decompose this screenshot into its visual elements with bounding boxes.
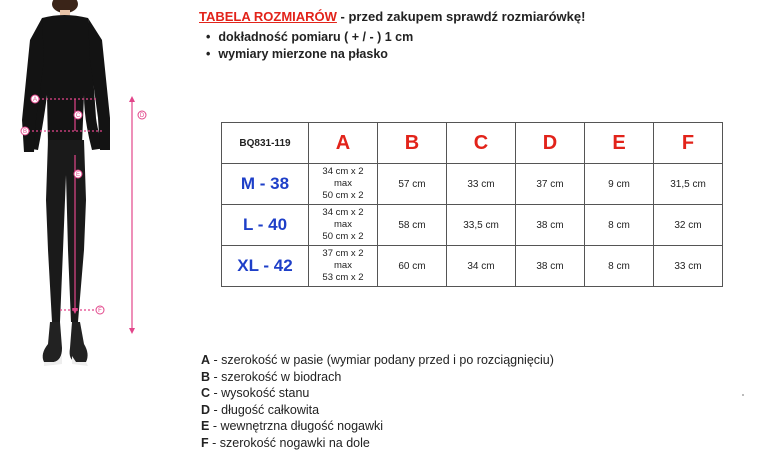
cell-a-line: 50 cm x 2	[322, 190, 364, 201]
legend-text: - wewnętrzna długość nogawki	[209, 419, 384, 433]
column-f: F	[654, 123, 723, 164]
size-table	[221, 122, 723, 287]
arrow-d-top	[129, 96, 135, 102]
legend-text: - szerokość w biodrach	[210, 369, 342, 384]
measurement-notes	[206, 29, 413, 63]
legend-item	[201, 352, 554, 369]
marker-e-label: E	[75, 172, 81, 178]
cell-a-line: max	[334, 260, 352, 271]
legend-text: - szerokość nogawki na dole	[208, 435, 370, 450]
marker-a-label: A	[32, 97, 38, 103]
model-figure	[14, 0, 154, 372]
column-c: C	[447, 123, 516, 164]
model-leggings	[46, 140, 86, 322]
legend-item	[201, 369, 554, 386]
cell-a-line: max	[334, 178, 352, 189]
cell-c: 34 cm	[447, 246, 516, 287]
cell-f: 32 cm	[654, 205, 723, 246]
cell-a-line: 50 cm x 2	[322, 231, 364, 242]
cell-a-line: 37 cm x 2	[322, 248, 364, 259]
size-label-m38: M - 38	[222, 164, 309, 205]
legend-key: A	[201, 353, 211, 367]
column-b: B	[378, 123, 447, 164]
legend-item	[201, 385, 554, 402]
table-row	[222, 246, 723, 287]
column-d: D	[516, 123, 585, 164]
size-chart-title: TABELA ROZMIARÓW	[199, 9, 337, 24]
size-chart-heading	[199, 9, 585, 24]
legend-item	[201, 435, 554, 452]
column-e: E	[585, 123, 654, 164]
size-chart-subtitle: - przed zakupem sprawdź rozmiarówkę!	[340, 9, 586, 24]
cell-c: 33,5 cm	[447, 205, 516, 246]
cell-e: 9 cm	[585, 164, 654, 205]
cell-d: 38 cm	[516, 205, 585, 246]
cell-a-line: 34 cm x 2	[322, 166, 364, 177]
table-row	[222, 164, 723, 205]
cell-a-line: 34 cm x 2	[322, 207, 364, 218]
note-flat-measure: • wymiary mierzone na płasko	[206, 46, 413, 63]
note-accuracy: • dokładność pomiaru ( + / - ) 1 cm	[206, 29, 413, 46]
cell-d: 38 cm	[516, 246, 585, 287]
table-header-row	[222, 123, 723, 164]
cell-a-line: 53 cm x 2	[322, 272, 364, 283]
model-left-sneaker	[43, 322, 62, 362]
cell-e: 8 cm	[585, 205, 654, 246]
cell-a	[309, 205, 378, 246]
cell-a-line: max	[334, 219, 352, 230]
table-row	[222, 205, 723, 246]
legend-key: F	[201, 435, 209, 450]
cell-b: 60 cm	[378, 246, 447, 287]
marker-d-label: D	[139, 113, 145, 119]
legend-text: - długość całkowita	[210, 402, 320, 417]
marker-c-label: C	[75, 113, 81, 119]
legend-key: D	[201, 402, 211, 417]
legend-item	[201, 418, 554, 435]
cell-f: 31,5 cm	[654, 164, 723, 205]
cell-e: 8 cm	[585, 246, 654, 287]
marker-b-label: B	[22, 129, 28, 135]
legend-key: C	[201, 386, 211, 400]
legend-text: - wysokość stanu	[210, 386, 310, 400]
arrow-d-bottom	[129, 328, 135, 334]
legend-text: - szerokość w pasie (wymiar podany przed i po rozciągnięciu)	[210, 353, 554, 367]
size-label-xl42: XL - 42	[222, 246, 309, 287]
column-a: A	[309, 123, 378, 164]
product-code: BQ831-119	[222, 123, 309, 164]
marker-f-label: F	[98, 308, 102, 314]
cell-b: 58 cm	[378, 205, 447, 246]
size-label-l40: L - 40	[222, 205, 309, 246]
cell-c: 33 cm	[447, 164, 516, 205]
model-right-sneaker	[70, 322, 88, 362]
legend-item	[201, 402, 554, 419]
decorative-dot	[742, 394, 744, 396]
measurement-legend	[201, 352, 554, 451]
legend-key: B	[201, 369, 211, 384]
cell-a	[309, 246, 378, 287]
cell-f: 33 cm	[654, 246, 723, 287]
legend-key: E	[201, 419, 210, 433]
cell-a	[309, 164, 378, 205]
cell-b: 57 cm	[378, 164, 447, 205]
cell-d: 37 cm	[516, 164, 585, 205]
